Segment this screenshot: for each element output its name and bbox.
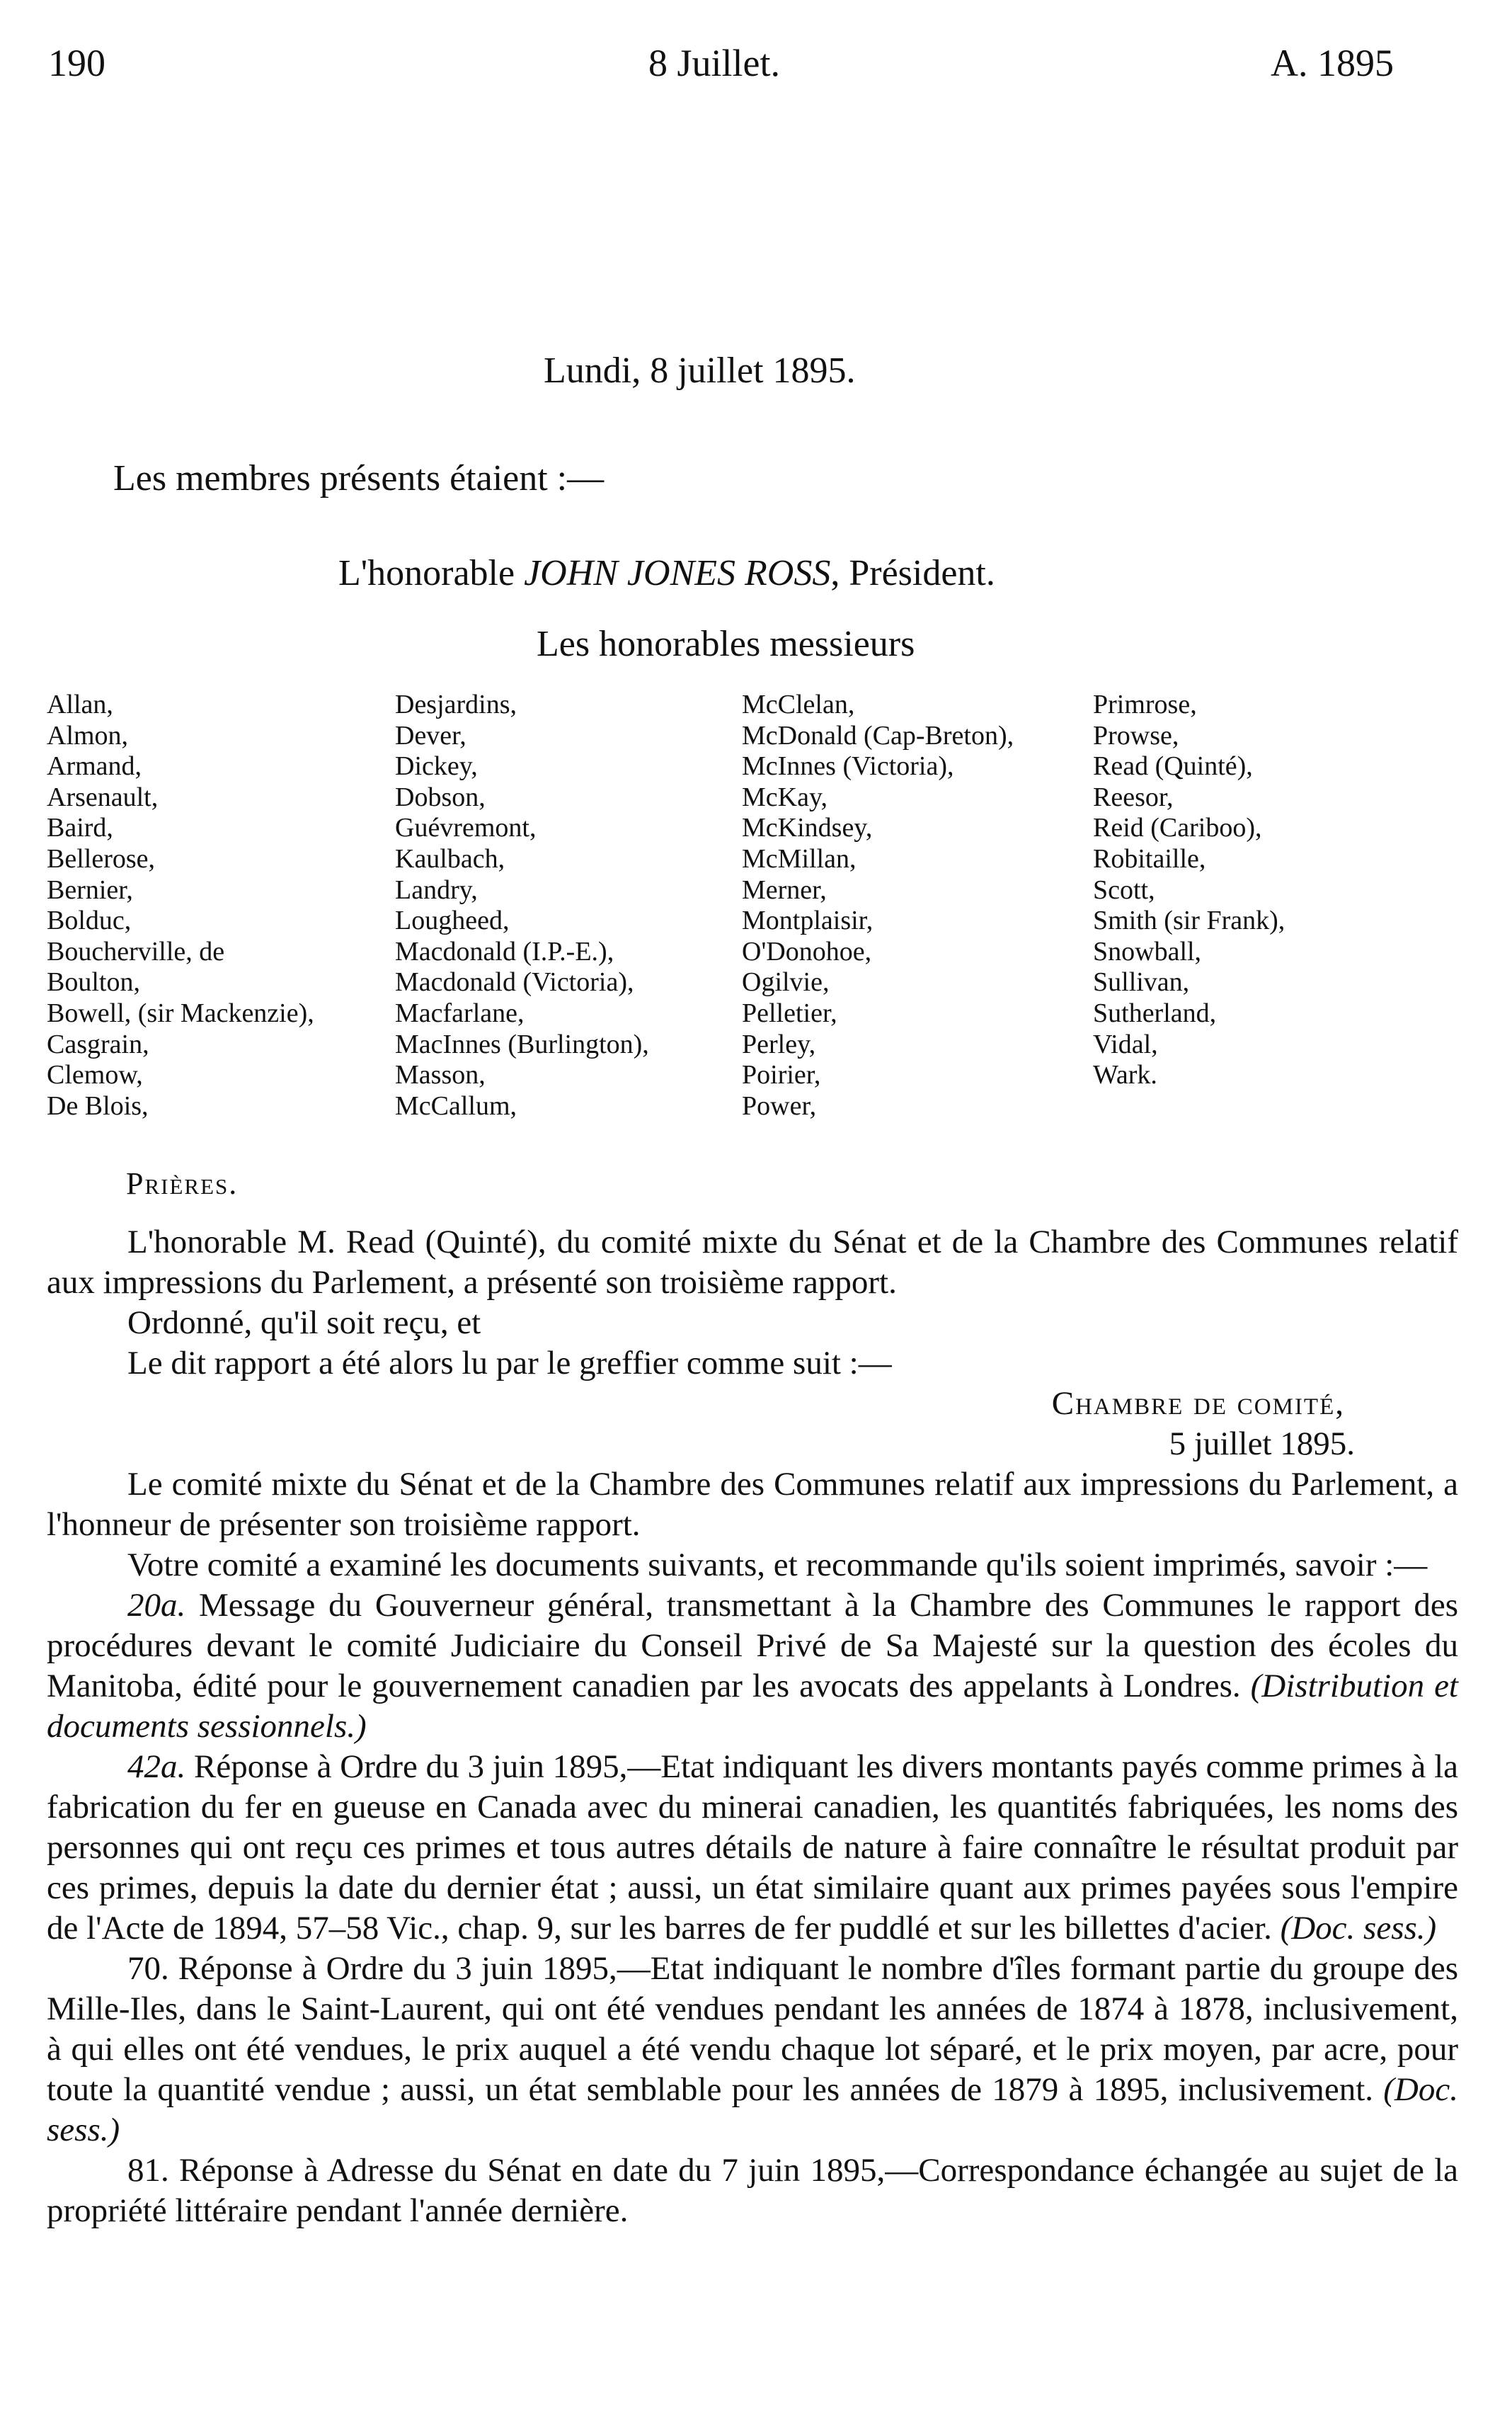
member-name: Power, (742, 1090, 817, 1121)
member-name: Lougheed, (395, 906, 510, 936)
item-70-reference: (Doc. sess.) (47, 2071, 1458, 2148)
member-name: Landry, (395, 874, 478, 905)
member-name: Ogilvie, (742, 967, 830, 998)
member-name: Montplaisir, (742, 906, 874, 936)
item-20a (47, 1585, 1458, 1747)
item-81: 81. Réponse à Adresse du Sénat en date du 7 juin 1895,—Correspondance échangée au sujet de la propriété littéraire pendant l'année dernière. (47, 2152, 1458, 2229)
member-name: McKay, (742, 782, 827, 812)
member-name: Armand, (47, 751, 142, 782)
running-header-date: 8 Juillet. (648, 42, 780, 84)
item-42a (47, 1747, 1458, 1949)
member-name: Macfarlane, (395, 998, 525, 1028)
member-name: Reesor, (1093, 782, 1174, 812)
item-42a-reference: (Doc. sess.) (1280, 1910, 1437, 1947)
proceedings-text (47, 1222, 1458, 2231)
page-number: 190 (48, 42, 105, 84)
member-name: McKindsey, (742, 813, 873, 843)
member-name: McInnes (Victoria), (742, 751, 954, 782)
member-name: Read (Quinté), (1093, 751, 1253, 782)
member-name: Scott, (1093, 874, 1155, 905)
member-name: MacInnes (Burlington), (395, 1029, 649, 1059)
member-name: Arsenault, (47, 782, 159, 812)
member-name: Bolduc, (47, 906, 132, 936)
member-name: Allan, (47, 690, 113, 719)
member-name: Bowell, (sir Mackenzie), (47, 998, 314, 1028)
member-name: McCallum, (395, 1090, 517, 1121)
president-name: JOHN JONES ROSS (524, 553, 831, 593)
member-name: Almon, (47, 720, 129, 751)
member-name: McClelan, (742, 690, 855, 719)
members-column-1 (47, 690, 314, 1122)
member-name: Pelletier, (742, 998, 837, 1028)
member-name: Poirier, (742, 1060, 821, 1090)
item-42a-text: Réponse à Ordre du 3 juin 1895,—Etat indiquant les divers montants payés comme primes à la fabrication du fer en gueuse en Canada avec du minerai canadien, les quantités fabriquées, les noms des personnes qui ont reçu ces primes et tous autres détails de nature à faire connaître le résultat produit par ces primes, depuis la date du dernier état ; aussi, un état similaire quant aux primes payées sous l'empire de l'Acte de 1894, 57–58 Vic., chap. 9, sur les barres de fer puddlé et sur les billettes d'acier. (47, 1748, 1458, 1947)
member-name: Casgrain, (47, 1029, 149, 1059)
member-name: Sullivan, (1093, 967, 1190, 998)
report-date: 5 juillet 1895. (1169, 1425, 1355, 1462)
member-name: Primrose, (1093, 690, 1197, 719)
item-20a-number: 20a. (127, 1587, 186, 1624)
member-name: Dobson, (395, 782, 486, 812)
member-name: Prowse, (1093, 720, 1179, 751)
member-name: Bernier, (47, 874, 133, 905)
paragraph-documents-examined: Votre comité a examiné les documents suivants, et recommande qu'ils soient imprimés, savoir :— (127, 1546, 1428, 1583)
member-name: Vidal, (1093, 1029, 1158, 1059)
committee-room-heading: Chambre de comité, (1051, 1385, 1345, 1422)
member-name: Dickey, (395, 751, 478, 782)
member-name: De Blois, (47, 1090, 149, 1121)
member-name: McDonald (Cap-Breton), (742, 720, 1014, 751)
member-name: Snowball, (1093, 936, 1202, 967)
member-name: O'Donohoe, (742, 936, 872, 967)
member-name: Kaulbach, (395, 843, 505, 874)
item-70 (47, 1949, 1458, 2150)
members-column-3 (742, 690, 1014, 1122)
honorables-heading: Les honorables messieurs (537, 624, 915, 664)
president-prefix: L'honorable (338, 553, 515, 593)
item-70-text: 70. Réponse à Ordre du 3 juin 1895,—Etat indiquant le nombre d'îles formant partie du groupe des Mille-Iles, dans le Saint-Laurent, qui ont été vendues pendant les années de 1874 à 1878, inclusivement, à qui elles ont été vendues, le prix auquel a été vendu chaque lot séparé, et le prix moyen, par acre, pour toute la quantité vendue ; aussi, un état semblable pour les années de 1879 à 1895, inclusivement. (47, 1950, 1458, 2108)
paragraph-ordered: Ordonné, qu'il soit reçu, et (127, 1304, 481, 1341)
paragraph-read-report: L'honorable M. Read (Quinté), du comité mixte du Sénat et de la Chambre des Communes relatif aux impressions du Parlement, a présenté son troisième rapport. (47, 1224, 1458, 1301)
member-name: Clemow, (47, 1060, 143, 1090)
member-name: Macdonald (I.P.-E.), (395, 936, 614, 967)
member-name: Robitaille, (1093, 843, 1206, 874)
president-title: , Président. (830, 553, 995, 593)
member-name: Bellerose, (47, 843, 156, 874)
president-line (338, 555, 995, 592)
member-name: McMillan, (742, 843, 857, 874)
member-name: Wark. (1093, 1060, 1157, 1090)
members-present-intro: Les membres présents étaient :— (113, 458, 605, 498)
member-name: Sutherland, (1093, 998, 1217, 1028)
paragraph-committee-report: Le comité mixte du Sénat et de la Chambre des Communes relatif aux impressions du Parlement, a l'honneur de présenter son troisième rapport. (47, 1466, 1458, 1543)
member-name: Boucherville, de (47, 936, 225, 967)
member-name: Guévremont, (395, 813, 537, 843)
member-name: Reid (Cariboo), (1093, 813, 1262, 843)
session-date-heading: Lundi, 8 juillet 1895. (544, 351, 856, 391)
member-name: Merner, (742, 874, 827, 905)
item-20a-text: Message du Gouverneur général, transmettant à la Chambre des Communes le rapport des procédures devant le comité Judiciaire du Conseil Privé de Sa Majesté sur la question des écoles du Manitoba, édité pour le gouvernement canadien par les avocats des appelants à Londres. (47, 1587, 1458, 1704)
member-name: Perley, (742, 1029, 816, 1059)
member-name: Boulton, (47, 967, 140, 998)
paragraph-report-read: Le dit rapport a été alors lu par le greffier comme suit :— (127, 1345, 892, 1381)
item-42a-number: 42a. (127, 1748, 186, 1785)
members-column-2 (395, 690, 649, 1122)
member-name: Masson, (395, 1060, 486, 1090)
member-name: Baird, (47, 813, 113, 843)
item-20a-reference: (Distribution et documents sessionnels.) (47, 1668, 1458, 1745)
member-name: Dever, (395, 720, 466, 751)
prayers-heading: Prières. (126, 1166, 239, 1201)
member-name: Smith (sir Frank), (1093, 906, 1285, 936)
running-header-year: A. 1895 (1271, 42, 1394, 84)
member-name: Macdonald (Victoria), (395, 967, 634, 998)
member-name: Desjardins, (395, 690, 517, 719)
members-column-4 (1093, 690, 1285, 1091)
